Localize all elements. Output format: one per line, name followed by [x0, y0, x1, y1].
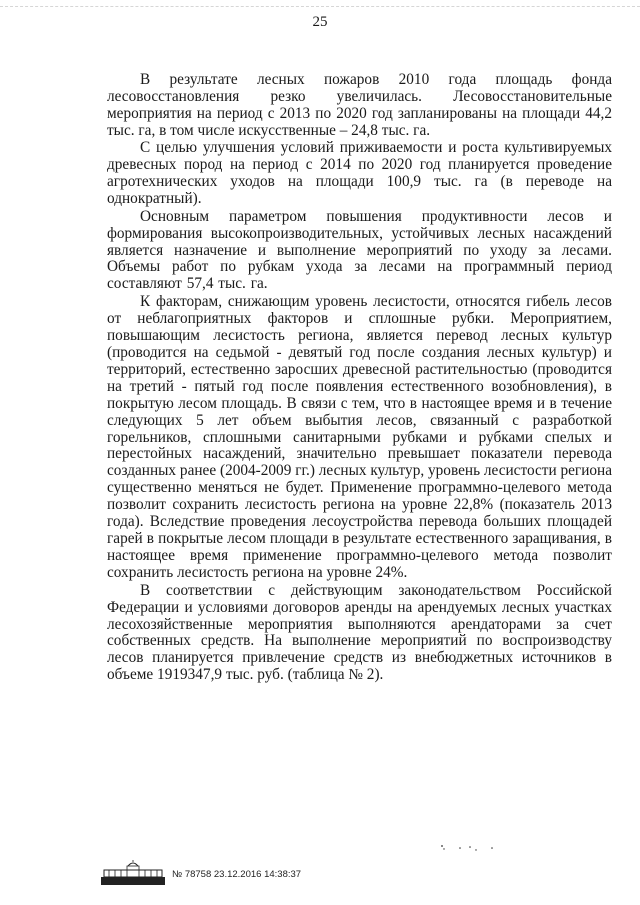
- scan-top-edge: [0, 6, 640, 8]
- government-building-stamp-icon: [100, 860, 166, 886]
- stamp-label: ПРАВИТЕЛЬСТВО: [116, 878, 150, 882]
- document-registration-id: № 78758 23.12.2016 14:38:37: [172, 869, 302, 880]
- document-body: [107, 72, 612, 684]
- paragraph-funding: В соответствии с действующим законодательством Российской Федерации и условиями договоров аренды на арендуемых лесных участках лесохозяйственные мероприятия выполняются арендаторами за счет собственных средств. На выполнение мероприятий по воспроизводству лесов планируется привлечение средств из внебюджетных источников в объеме 1919347,9 тыс. руб. (таблица № 2).: [107, 581, 612, 684]
- page-number: 25: [312, 14, 328, 30]
- scan-specks: [440, 843, 510, 855]
- paragraph-forest-cover: К факторам, снижающим уровень лесистости, относятся гибель лесов от неблагоприятных факторов и сплошные рубки. Мероприятием, повышающим лесистость региона, является перевод лесных культур (проводится на седьмой - девятый год после создания лесных культур) и территорий, естественно заросших древесной растительностью (проводится на третий - пятый год после появления естественного возобновления), в покрытую лесом площадь. В связи с тем, что в настоящее время и в течение следующих 5 лет объем выбытия лесов, связанный с разработкой горельников, сплошными санитарными рубками и рубками спелых и перестойных насаждений, значительно превышает показатели перевода созданных ранее (2004-2009 гг.) лесных культур, уровень лесистости региона существенно меняться не будет. Применение программно-целевого метода позволит сохранить лесистость региона на уровне 22,8% (показатель 2013 года). Вследствие проведения лесоустройства перевода больших площадей гарей в покрытые лесом площади в результате естественного заращивания, в настоящее время применение программно-целевого метода позволит сохранить лесистость региона на уровне 24%.: [107, 292, 612, 582]
- paragraph-reforestation: В результате лесных пожаров 2010 года площадь фонда лесовосстановления резко увеличилась. Лесовосстановительные мероприятия на период с 2013 по 2020 год запланированы на площади 44,2 тыс. га, в том числе искусственные – 24,8 тыс. га.: [107, 71, 612, 139]
- paragraph-agrotechnical-care: С целью улучшения условий приживаемости и роста культивируемых древесных пород на период с 2014 по 2020 год планируется проведение агротехнических уходов на площади 100,9 тыс. га (в переводе на однократный).: [107, 139, 612, 208]
- paragraph-thinning: Основным параметром повышения продуктивности лесов и формирования высокопроизводительных, устойчивых лесных насаждений является назначение и выполнение мероприятий по уходу за лесами. Объемы работ по рубкам ухода за лесами на программный период составляют 57,4 тыс. га.: [107, 207, 612, 293]
